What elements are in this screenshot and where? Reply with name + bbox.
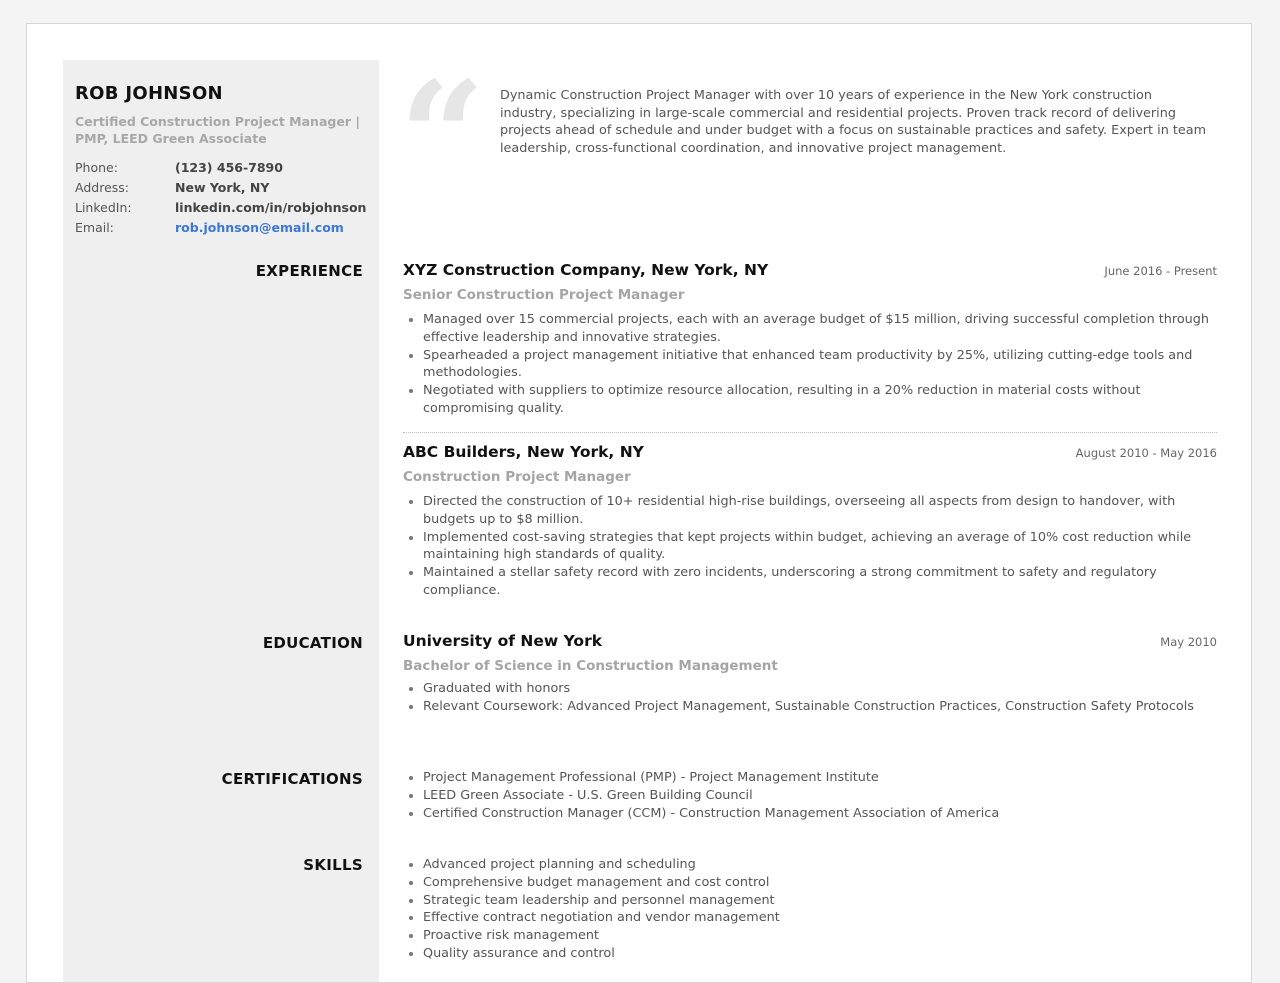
section-heading-experience: EXPERIENCE	[255, 262, 363, 280]
skills-list	[403, 856, 1217, 963]
section-heading-skills: SKILLS	[303, 856, 363, 874]
certifications-list-block	[403, 769, 1217, 822]
list-item: Advanced project planning and scheduling	[423, 856, 1217, 874]
linkedin-value: linkedin.com/in/robjohnson	[175, 200, 367, 215]
list-item: Strategic team leadership and personnel management	[423, 892, 1217, 910]
list-item: Negotiated with suppliers to optimize resource allocation, resulting in a 20% reduction in material costs without compromising quality.	[423, 382, 1217, 418]
list-item: Managed over 15 commercial projects, each with an average budget of $15 million, driving successful completion through effective leadership and innovative strategies.	[423, 311, 1217, 347]
list-item: Spearheaded a project management initiative that enhanced team productivity by 25%, utilizing cutting-edge tools and methodologies.	[423, 347, 1217, 383]
list-item: Project Management Professional (PMP) - Project Management Institute	[423, 769, 1217, 787]
entry-header	[403, 443, 1217, 465]
education-entry	[403, 632, 1217, 716]
list-item: Proactive risk management	[423, 927, 1217, 945]
contact-label: Address:	[75, 180, 129, 195]
candidate-name: ROB JOHNSON	[75, 83, 223, 104]
entry-header	[403, 632, 1217, 654]
resume-page	[26, 23, 1252, 983]
contact-label: Phone:	[75, 160, 118, 175]
experience-entry	[403, 443, 1217, 600]
entry-dates: August 2010 - May 2016	[1075, 446, 1217, 460]
employer-name: ABC Builders, New York, NY	[403, 443, 644, 461]
profile-summary: Dynamic Construction Project Manager with over 10 years of experience in the New York construction industry, specializing in large-scale commercial and residential projects. Proven track record of delivering projects ahead of schedule and under budget with a focus on sustainable practices and safety. Expert in team leadership, cross-functional coordination, and innovative project management.	[500, 88, 1207, 156]
address-value: New York, NY	[175, 180, 270, 195]
list-item: Maintained a stellar safety record with zero incidents, underscoring a strong commitment to safety and regulatory compliance.	[423, 564, 1217, 600]
contact-phone	[75, 158, 375, 178]
list-item: Certified Construction Manager (CCM) - Construction Management Association of America	[423, 805, 1217, 823]
contact-label: Email:	[75, 220, 114, 235]
education-details	[403, 680, 1217, 716]
candidate-headline: Certified Construction Project Manager | PMP, LEED Green Associate	[75, 114, 360, 146]
entry-dates: June 2016 - Present	[1104, 264, 1217, 278]
list-item: LEED Green Associate - U.S. Green Building Council	[423, 787, 1217, 805]
list-item: Implemented cost-saving strategies that kept projects within budget, achieving an average of 10% cost reduction while maintaining high standards of quality.	[423, 529, 1217, 565]
contact-email	[75, 218, 375, 238]
achievement-list	[403, 493, 1217, 600]
list-item: Graduated with honors	[423, 680, 1217, 698]
contact-linkedin	[75, 198, 375, 218]
phone-value: (123) 456-7890	[175, 160, 283, 175]
job-title: Senior Construction Project Manager	[403, 287, 685, 303]
section-heading-education: EDUCATION	[262, 634, 363, 652]
section-heading-certifications: CERTIFICATIONS	[221, 770, 363, 788]
achievement-list	[403, 311, 1217, 418]
list-item: Quality assurance and control	[423, 945, 1217, 963]
list-item: Directed the construction of 10+ residential high-rise buildings, overseeing all aspects from design to handover, with budgets up to $8 million.	[423, 493, 1217, 529]
experience-entry	[403, 261, 1217, 418]
contact-address	[75, 178, 375, 198]
email-link[interactable]: rob.johnson@email.com	[175, 220, 344, 235]
entry-header	[403, 261, 1217, 283]
entry-dates: May 2010	[1160, 635, 1217, 649]
skills-list-block	[403, 856, 1217, 963]
employer-name: XYZ Construction Company, New York, NY	[403, 261, 769, 279]
job-title: Construction Project Manager	[403, 469, 631, 485]
school-name: University of New York	[403, 632, 603, 650]
list-item: Relevant Coursework: Advanced Project Management, Sustainable Construction Practices, Construction Safety Protocols	[423, 698, 1217, 716]
entry-divider	[403, 432, 1217, 433]
contact-block	[75, 158, 375, 238]
certifications-list	[403, 769, 1217, 822]
quote-icon: “	[399, 49, 486, 225]
contact-label: LinkedIn:	[75, 200, 132, 215]
list-item: Effective contract negotiation and vendor management	[423, 909, 1217, 927]
list-item: Comprehensive budget management and cost control	[423, 874, 1217, 892]
degree-title: Bachelor of Science in Construction Management	[403, 658, 778, 674]
